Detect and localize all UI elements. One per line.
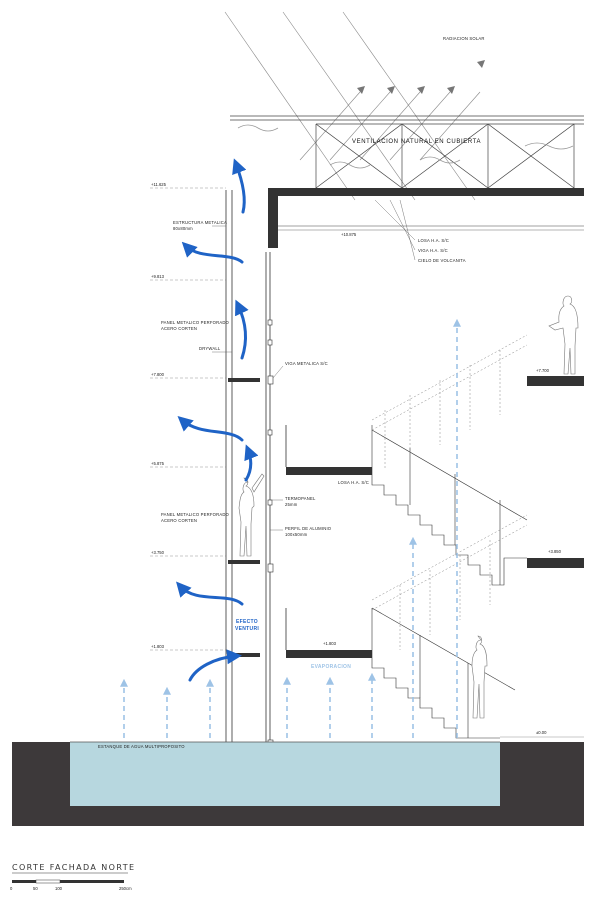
level-ground: ±0.00 xyxy=(536,730,547,735)
slab-right-middle xyxy=(527,558,584,568)
lower-panel-material: ACERO CORTEN xyxy=(161,518,198,523)
roof-slab-label: LOSA H.A. S/C xyxy=(418,238,449,243)
beam-label: VIGA METALICA S/C xyxy=(285,361,328,366)
level-3750: +3.750 xyxy=(151,550,164,555)
structure-label: ESTRUCTURA METALICA xyxy=(173,220,227,225)
venturi-label-1: EFECTO xyxy=(236,619,258,625)
level-1803-left: +1.803 xyxy=(151,644,164,649)
venturi-label-2: VENTURI xyxy=(235,626,260,632)
ceiling-label: CIELO DE VOLCANITA xyxy=(418,258,466,263)
solar-radiation-label: RADIACION SOLAR xyxy=(443,36,485,41)
level-1803-center: +1.803 xyxy=(323,641,336,646)
pond-label: ESTANQUE DE AGUA MULTIPROPOSITO xyxy=(98,744,185,749)
upper-panel-material: ACERO CORTEN xyxy=(161,326,198,331)
level-7700: +7.700 xyxy=(536,368,549,373)
drawing-title: CORTE FACHADA NORTE xyxy=(12,863,136,872)
level-9813: +9.813 xyxy=(151,274,164,279)
lower-panel-label: PANEL METALICO PERFORADO xyxy=(161,512,230,517)
stair-lower xyxy=(372,608,515,738)
level-10875: +10.875 xyxy=(341,232,357,237)
structure-dim-label: 80x80mm xyxy=(173,226,193,231)
roof-ventilation-label: VENTILACION NATURAL EN CUBIERTA xyxy=(352,139,482,145)
level-5875: +5.875 xyxy=(151,461,164,466)
scale-250: 250cm xyxy=(119,886,132,891)
mid-slab-label: LOSA H.A. S/C xyxy=(338,480,369,485)
stair-upper xyxy=(372,425,527,585)
slab-level-1 xyxy=(286,650,372,658)
scale-bar xyxy=(12,880,124,883)
solar-rays xyxy=(225,12,480,200)
level-3850: +3.850 xyxy=(548,549,561,554)
solar-ray-arrowheads xyxy=(357,60,485,94)
profile-dim-label: 100x50mm xyxy=(285,532,308,537)
roof-edge-beam xyxy=(268,196,278,248)
thermopanel-label: TERMOPANEL xyxy=(285,496,316,501)
scale-100: 100 xyxy=(55,886,62,891)
water-pond xyxy=(70,742,500,806)
level-11625: +11.625 xyxy=(151,182,166,187)
evaporation-label: EVAPORACION xyxy=(311,664,352,670)
profile-label: PERFIL DE ALUMINIO xyxy=(285,526,332,531)
facade-small-elements xyxy=(268,320,273,748)
slab-level-2 xyxy=(286,467,372,475)
slab-right-upper xyxy=(527,376,584,386)
drywall-label: DRYWALL xyxy=(199,346,221,351)
thermopanel-dim-label: 25mm xyxy=(285,502,298,507)
upper-panel-label: PANEL METALICO PERFORADO xyxy=(161,320,230,325)
roof-beam-label: VIGA H.A. S/C xyxy=(418,248,448,253)
roof-airflow-arrows xyxy=(238,125,573,168)
roof-slab xyxy=(268,188,584,196)
roof-truss xyxy=(230,116,584,188)
level-7800: +7.800 xyxy=(151,372,164,377)
facade-structure xyxy=(226,190,270,742)
scale-50: 50 xyxy=(33,886,38,891)
scale-0: 0 xyxy=(10,886,13,891)
level-lines xyxy=(150,188,226,650)
facade-airflow-arrows xyxy=(180,164,251,680)
stair-upper-dashed xyxy=(372,335,527,470)
